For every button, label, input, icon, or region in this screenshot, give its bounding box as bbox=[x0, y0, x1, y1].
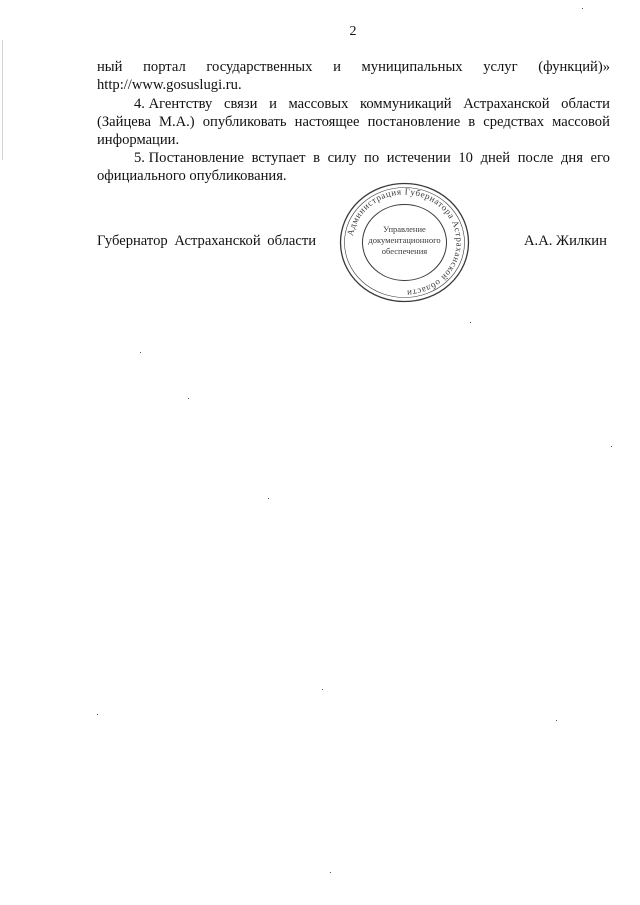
word: в bbox=[468, 114, 476, 130]
item-4-line-3: информации. bbox=[97, 132, 180, 148]
word: массовых bbox=[288, 96, 349, 112]
word: опубликовать bbox=[202, 114, 287, 130]
scan-speck bbox=[97, 714, 98, 715]
word: массовой bbox=[552, 114, 610, 130]
scan-speck bbox=[140, 352, 141, 353]
scan-speck bbox=[322, 689, 323, 690]
scan-speck bbox=[582, 8, 583, 9]
signatory-name: А.А. Жилкин bbox=[524, 233, 607, 249]
item-4-line-2 bbox=[97, 113, 610, 131]
item-5-line-1 bbox=[134, 149, 610, 167]
word: 5. Постановление bbox=[134, 150, 244, 166]
scan-speck bbox=[188, 398, 189, 399]
word: государственных bbox=[206, 59, 313, 75]
scan-speck bbox=[470, 322, 471, 323]
scan-speck bbox=[330, 872, 331, 873]
word: области bbox=[561, 96, 610, 112]
stamp-center-text: Управление bbox=[383, 224, 426, 234]
page-number: 2 bbox=[349, 24, 357, 39]
item-4-line-1 bbox=[134, 95, 610, 113]
word: дней bbox=[480, 150, 511, 166]
word: (функций)» bbox=[538, 59, 610, 75]
word: (Зайцева bbox=[97, 114, 151, 130]
word: и bbox=[269, 96, 277, 112]
word: его bbox=[590, 150, 610, 166]
word: М.А.) bbox=[158, 114, 195, 130]
word: в bbox=[313, 150, 320, 166]
word: истечении bbox=[386, 150, 451, 166]
scan-margin-mark bbox=[2, 40, 3, 160]
word: дня bbox=[561, 150, 583, 166]
body-line-1 bbox=[97, 58, 610, 76]
word: средствах bbox=[483, 114, 545, 130]
word: и bbox=[333, 59, 341, 75]
official-seal-stamp bbox=[337, 180, 472, 305]
word: 4. Агентству bbox=[134, 96, 213, 112]
word: настоящее bbox=[294, 114, 360, 130]
scan-speck bbox=[611, 446, 612, 447]
scan-speck bbox=[268, 498, 269, 499]
word: коммуникаций bbox=[360, 96, 452, 112]
stamp-center-text: обеспечения bbox=[381, 246, 428, 256]
stamp-ring-text: Администрация Губернатора Астраханской области bbox=[344, 186, 465, 299]
word: портал bbox=[143, 59, 186, 75]
word: Астраханской bbox=[463, 96, 550, 112]
scan-speck bbox=[556, 720, 557, 721]
word: муниципальных bbox=[361, 59, 463, 75]
word: связи bbox=[223, 96, 258, 112]
item-5-line-2: официального опубликования. bbox=[97, 168, 287, 184]
body-line-2: http://www.gosuslugi.ru. bbox=[97, 77, 242, 93]
word: по bbox=[364, 150, 380, 166]
stamp-center-text: документационного bbox=[368, 235, 441, 245]
word: после bbox=[517, 150, 554, 166]
signatory-position: Губернатор Астраханской области bbox=[97, 233, 317, 249]
word: постановление bbox=[367, 114, 461, 130]
word: силу bbox=[327, 150, 357, 166]
word: 10 bbox=[458, 150, 473, 166]
word: вступает bbox=[251, 150, 306, 166]
word: услуг bbox=[483, 59, 518, 75]
word: ный bbox=[97, 59, 123, 75]
